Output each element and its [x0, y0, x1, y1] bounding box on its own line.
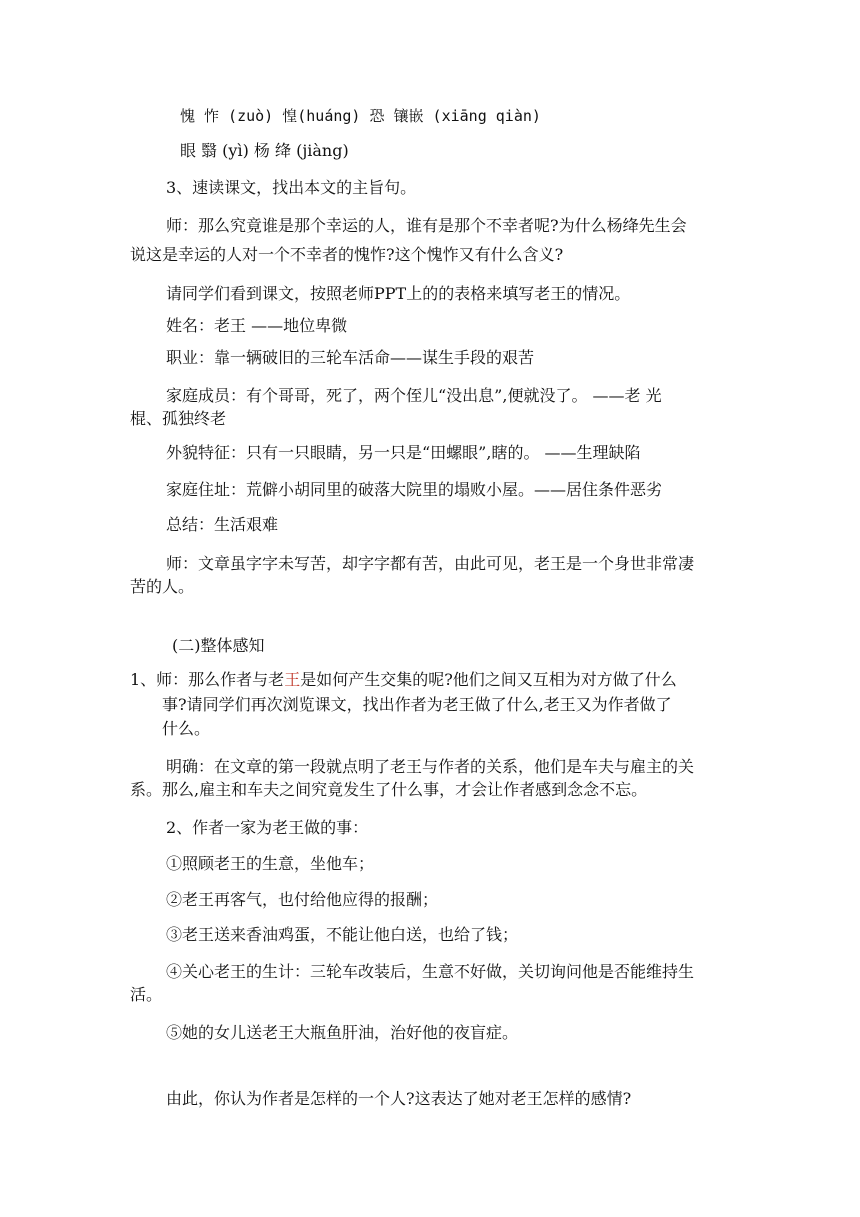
clarify-line-1: 明确：在文章的第一段就点明了老王与作者的关系，他们是车夫与雇主的关: [166, 757, 695, 776]
info-summary: 总结：生活艰难: [166, 515, 279, 534]
instruction-line: 请同学们看到课文，按照老师PPT上的的表格来填写老王的情况。: [166, 284, 631, 303]
clarify-line-2: 系。那么,雇主和车夫之间究竟发生了什么事，才会让作者感到念念不忘。: [130, 780, 648, 799]
teacher-question-line-2: 说这是幸运的人对一个不幸者的愧怍?这个愧怍又有什么含义?: [130, 245, 564, 264]
question-1-highlight: 王: [284, 670, 301, 689]
info-address: 家庭住址：荒僻小胡同里的破落大院里的塌败小屋。——居住条件恶劣: [166, 480, 663, 499]
question-1-line-2: 事?请同学们再次浏览课文，找出作者为老王做了什么,老王又为作者做了: [162, 695, 672, 714]
info-name: 姓名：老王 ——地位卑微: [166, 316, 348, 335]
list-item-1: ①照顾老王的生意，坐他车；: [166, 854, 375, 873]
pinyin-line-2: 眼 翳 (yì) 杨 绛 (jiàng): [180, 141, 349, 160]
list-item-5: ⑤她的女儿送老王大瓶鱼肝油，治好他的夜盲症。: [166, 1023, 519, 1042]
question-1-text-b: 是如何产生交集的呢?他们之间又互相为对方做了什么: [300, 670, 677, 689]
teacher-question-line-1: 师：那么究竟谁是那个幸运的人，谁有是那个不幸者呢?为什么杨绛先生会: [166, 216, 687, 235]
info-appearance: 外貌特征：只有一只眼睛，另一只是“田螺眼”,瞎的。 ——生理缺陷: [166, 443, 641, 462]
closing-question: 由此，你认为作者是怎样的一个人?这表达了她对老王怎样的感情?: [166, 1089, 632, 1108]
list-item-4-line-1: ④关心老王的生计：三轮车改装后，生意不好做，关切询问他是否能维持生: [166, 962, 695, 981]
list-item-2: ②老王再客气，也付给他应得的报酬；: [166, 890, 439, 909]
question-1-line-1: [130, 670, 677, 690]
info-family-line-1: 家庭成员：有个哥哥，死了，两个侄儿“没出息”,便就没了。 ——老 光: [166, 386, 662, 405]
info-occupation: 职业：靠一辆破旧的三轮车活命——谋生手段的艰苦: [166, 348, 535, 367]
pinyin-line-1: 愧 怍 (zuò) 惶(huáng) 恐 镶嵌 (xiāng qiàn): [180, 107, 541, 125]
question-1-text-a: 1、师：那么作者与老: [130, 670, 285, 689]
info-family-line-2: 棍、孤独终老: [130, 409, 227, 428]
list-item-3: ③老王送来香油鸡蛋，不能让他白送，也给了钱；: [166, 925, 519, 944]
task-2-heading: 2、作者一家为老王做的事：: [166, 818, 369, 837]
list-item-4-line-2: 活。: [130, 985, 163, 1004]
question-1-line-3: 什么。: [162, 719, 211, 738]
teacher-conclusion-line-1: 师：文章虽字字未写苦，却字字都有苦，由此可见，老王是一个身世非常凄: [166, 554, 695, 573]
teacher-conclusion-line-2: 苦的人。: [130, 577, 195, 596]
section-heading-overview: (二)整体感知: [172, 636, 265, 655]
task-3-heading: 3、速读课文，找出本文的主旨句。: [166, 178, 417, 197]
